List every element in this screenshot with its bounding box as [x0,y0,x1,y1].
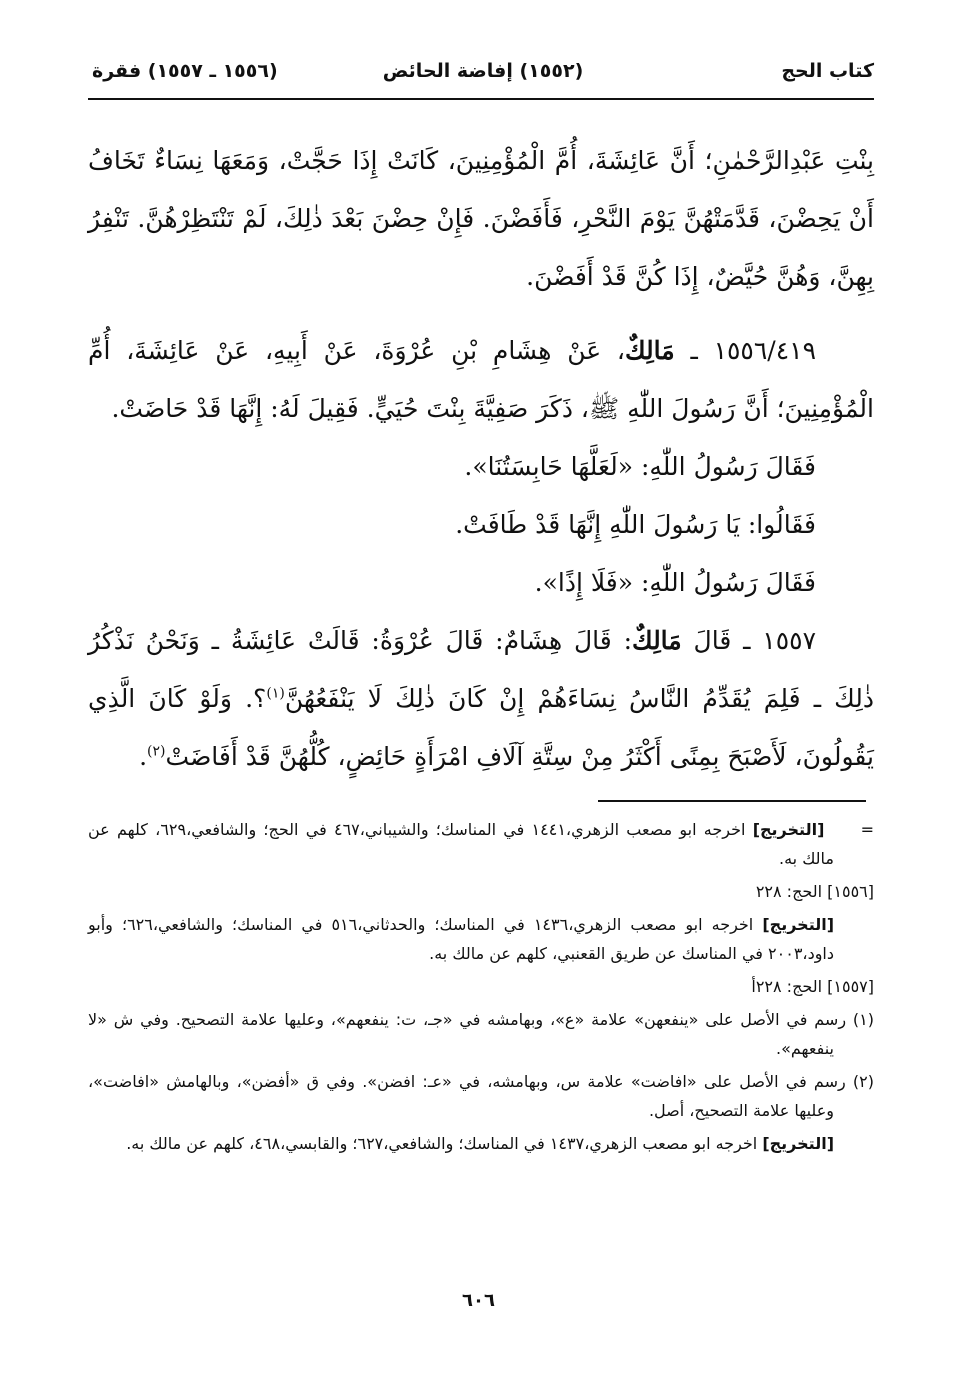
footnote-1: (١) رسم في الأصل على «ينفعهن» علامة «ع»، وبهامشه في «جـ، ت: ينفعهم»، وعليها علامة التصحيح. وفي ش «لا ينفعهم». [88,1010,874,1058]
footnote-divider [598,800,866,802]
note-takhrij-continuation [88,815,874,873]
header-section-title: (١٥٥٢) إفاضة الحائض [382,60,584,82]
main-text [88,132,874,786]
footnotes [88,815,874,1162]
takhrij-text: اخرجه ابو مصعب الزهري،١٤٤١ في المناسك؛ والشيباني،٤٦٧ في الحج؛ والشافعي،٦٢٩، كلهم عن مالك به. [88,820,834,868]
narrator-name: مَالِكٌ [632,626,682,655]
paragraph-text: ؟. وَلَوْ كَانَ الَّذِي يَقُولُونَ، لَأَصْبَحَ بِمِنًى أَكْثَرُ مِنْ سِتَّةِ آلَافِ امْرَأَةٍ حَائِضٍ، كُلُّهُنَّ قَدْ أَفَاضَتْ [88,684,874,771]
paragraph-number: ١٥٥٧ ـ قَالَ [693,626,817,655]
takhrij-tag: [التخريج] [762,1134,834,1153]
takhrij-tag: [التخريج] [752,820,825,839]
note-ref-1556: [١٥٥٦] الحج: ٢٢٨ [755,882,874,901]
page-number: ٦٠٦ [462,1290,495,1311]
hadith-number: ١٥٥٦/٤١٩ ـ [690,336,816,365]
dialogue-line-2: فَقَالُوا: يَا رَسُولَ اللّٰهِ إِنَّهَا قَدْ طَافَتْ. [455,510,816,539]
footnote-marker-1: (١) [266,685,285,702]
dialogue-line-1: فَقَالَ رَسُولُ اللّٰهِ: «لَعَلَّهَا حَابِسَتُنَا». [464,452,816,481]
header-divider [88,98,874,100]
note-takhrij-1556 [88,910,874,968]
note-takhrij-1557 [88,1129,874,1158]
narrator-name: مَالِكٌ [624,336,675,365]
dialogue-line-3: فَقَالَ رَسُولُ اللّٰهِ: «فَلَا إِذًا». [534,568,816,597]
paragraph-text: : قَالَ هِشَامٌ: قَالَ عُرْوَةُ: قَالَتْ عَائِشَةُ ـ وَنَحْنُ نَذْكُرُ ذٰلِكَ ـ فَلِمَ يُقَدِّمُ النَّاسُ نِسَاءَهُمْ إِنْ كَانَ ذٰلِكَ لَا يَنْفَعُهُنَّ [88,626,875,713]
header-book-title: كتاب الحج [781,60,874,82]
header-paragraph-range: (١٥٥٦ ـ ١٥٥٧) فقرة [92,60,278,82]
running-header [92,52,874,92]
hadith-text: ، عَنْ هِشَامِ بْنِ عُرْوَةَ، عَنْ أَبِيهِ، عَنْ عَائِشَةَ، أُمِّ الْمُؤْمِنِينَ؛ أَنَّ رَسُولَ اللّٰهِ ﷺ، ذَكَرَ صَفِيَّةَ بِنْتَ حُيَيٍّ. فَقِيلَ لَهُ: إِنَّهَا قَدْ حَاضَتْ. [88,336,874,423]
hadith-1556 [88,322,874,438]
footnote-marker-2: (٢) [147,743,166,760]
takhrij-text: اخرجه ابو مصعب الزهري،١٤٣٦ في المناسك؛ والحدثاني،٥١٦ في المناسك؛ والشافعي،٦٢٦؛ وأبو داود،٢٠٠٣ في المناسك عن طريق القعنبي، كلهم عن مالك به. [88,915,834,963]
takhrij-tag: [التخريج] [762,915,835,934]
continuation-mark: = [860,820,875,839]
paragraph-1557 [88,612,874,786]
takhrij-text: اخرجه ابو مصعب الزهري،١٤٣٧ في المناسك؛ والشافعي،٦٢٧؛ والقابسي،٤٦٨، كلهم عن مالك به. [126,1134,758,1153]
note-ref-1557: [١٥٥٧] الحج: ٢٢٨أ [751,977,874,996]
paragraph-end: . [139,742,148,771]
footnote-2: (٢) رسم في الأصل على «افاضت» علامة س، وبهامشه، في «عـ: افضن». وفي ق «أفضن»، وبالهامش «افاضت»، وعليها علامة التصحيح، أصل. [88,1072,874,1120]
paragraph-continuation: بِنْتِ عَبْدِالرَّحْمٰنِ؛ أَنَّ عَائِشَةَ، أُمَّ الْمُؤْمِنِينَ، كَانَتْ إِذَا حَجَّتْ، وَمَعَهَا نِسَاءٌ تَخَافُ أَنْ يَحِضْنَ، قَدَّمَتْهُنَّ يَوْمَ النَّحْرِ، فَأَفَضْنَ. فَإِنْ حِضْنَ بَعْدَ ذٰلِكَ، لَمْ تَنْتَظِرْهُنَّ. تَنْفِرُ بِهِنَّ، وَهُنَّ حُيَّضٌ، إِذَا كُنَّ قَدْ أَفَضْنَ. [88,146,874,291]
